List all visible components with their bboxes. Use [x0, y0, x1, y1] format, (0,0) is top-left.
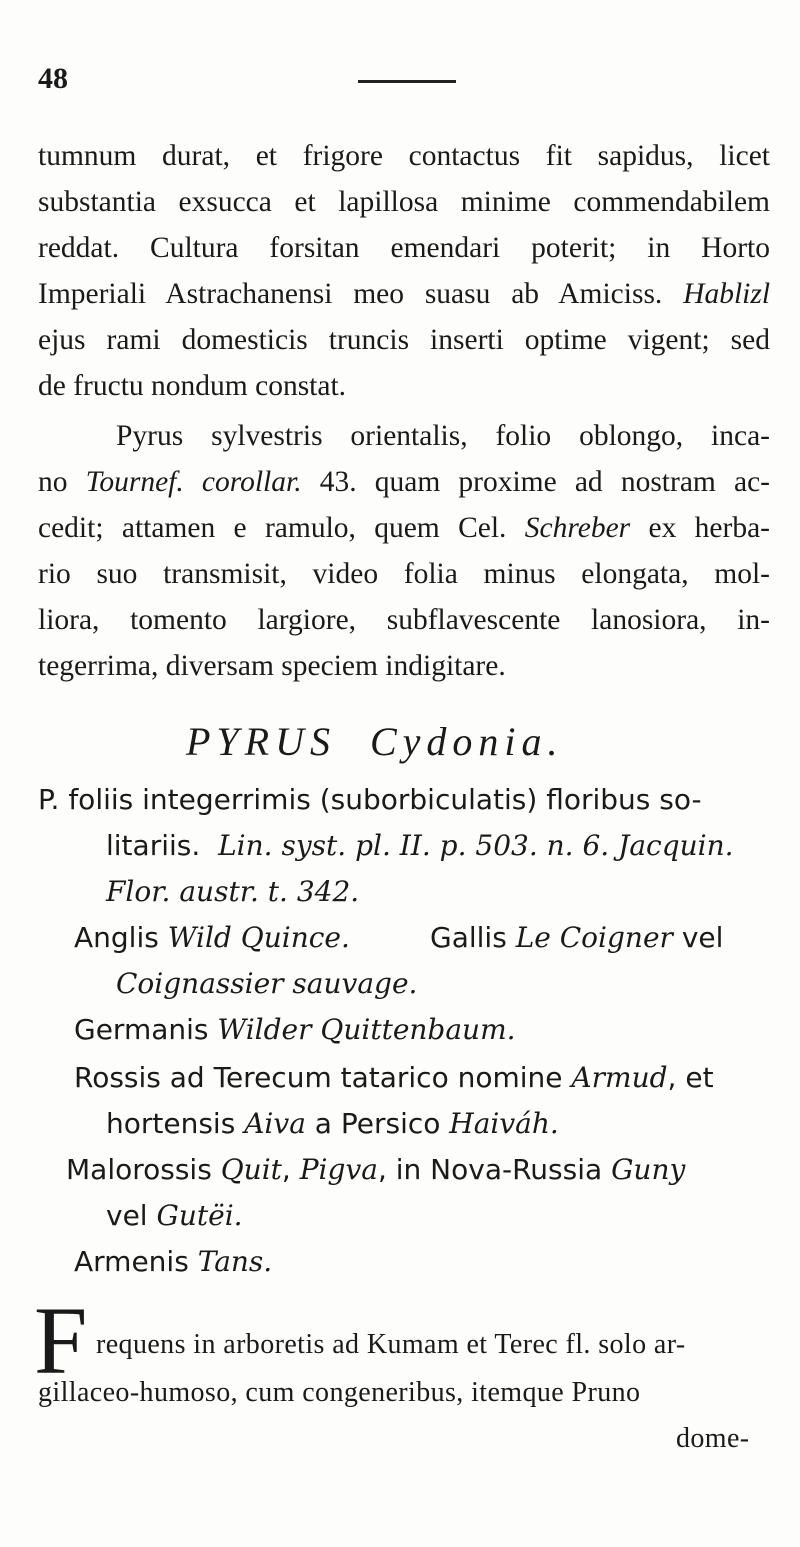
species-heading — [186, 718, 564, 765]
vernacular-russian-cont: hortensis Aiva a Persico Haiváh. — [106, 1107, 559, 1140]
vernacular-french: Gallis Le Coigner vel — [430, 921, 724, 954]
paragraph-continuation — [38, 133, 770, 409]
text-line: rio suo transmisit, video folia minus elongata, mol- — [38, 558, 770, 590]
text-line: reddat. Cultura forsitan emendari poterit; in Horto — [38, 232, 770, 264]
vernacular-russian: Rossis ad Terecum tatarico nomine Armud, et — [74, 1061, 714, 1094]
text-line: requens in arboretis ad Kumam et Terec fl. solo ar- — [96, 1329, 686, 1360]
author-name: Schreber — [524, 512, 631, 544]
vernacular-little-russian: Malorossis Quit, Pigva, in Nova-Russia Guny — [66, 1153, 686, 1186]
species-name: Cydonia. — [370, 719, 564, 764]
text-line: liora, tomento largiore, subflavescente lanosiora, in- — [38, 604, 770, 636]
text-line: gillaceo-humoso, cum congeneribus, itemque Pruno — [38, 1377, 641, 1408]
paragraph-pyrus-sylvestris — [38, 413, 770, 689]
diagnosis-line: P. foliis integerrimis (suborbiculatis) floribus so- — [38, 783, 702, 816]
text-line: ejus rami domesticis truncis inserti optime vigent; sed — [38, 324, 770, 356]
citation: Tournef. corollar. — [85, 466, 302, 498]
vernacular-german: Germanis Wilder Quittenbaum. — [74, 1013, 516, 1046]
author-name: Hablizl — [683, 278, 771, 310]
header-rule — [358, 80, 456, 83]
drop-cap: F — [34, 1287, 88, 1394]
text-line: tumnum durat, et frigore contactus fit sapidus, licet — [38, 140, 770, 172]
text-line: de fructu nondum constat. — [38, 370, 347, 402]
vernacular-little-russian-cont: vel Gutëi. — [106, 1199, 243, 1232]
page-number: 48 — [38, 62, 68, 95]
vernacular-armenian: Armenis Tans. — [74, 1245, 273, 1278]
text-line: tegerrima, diversam speciem indigitare. — [38, 650, 506, 682]
vernacular-french-cont: Coignassier sauvage. — [116, 967, 418, 1000]
catchword: dome- — [676, 1423, 750, 1454]
citation: Flor. austr. t. 342. — [106, 875, 360, 908]
text-line: Imperiali Astrachanensi meo suasu ab Amiciss. Hablizl — [38, 278, 771, 310]
diagnosis-line — [106, 869, 359, 915]
text-line: cedit; attamen e ramulo, quem Cel. Schreber ex herba- — [38, 512, 771, 544]
text-line: no Tournef. corollar. 43. quam proxime ad nostram ac- — [38, 466, 771, 498]
diagnosis-line: litariis. Lin. syst. pl. II. p. 503. n. 6. Jacquin. — [106, 829, 734, 862]
text-line: substantia exsucca et lapillosa minime commendabilem — [38, 186, 770, 218]
genus-name: PYRUS — [186, 719, 336, 764]
text-line: Pyrus sylvestris orientalis, folio oblongo, inca- — [116, 420, 770, 452]
vernacular-english: Anglis Wild Quince. — [74, 921, 350, 954]
citation: Lin. syst. pl. II. p. 503. n. 6. Jacquin. — [218, 829, 734, 862]
